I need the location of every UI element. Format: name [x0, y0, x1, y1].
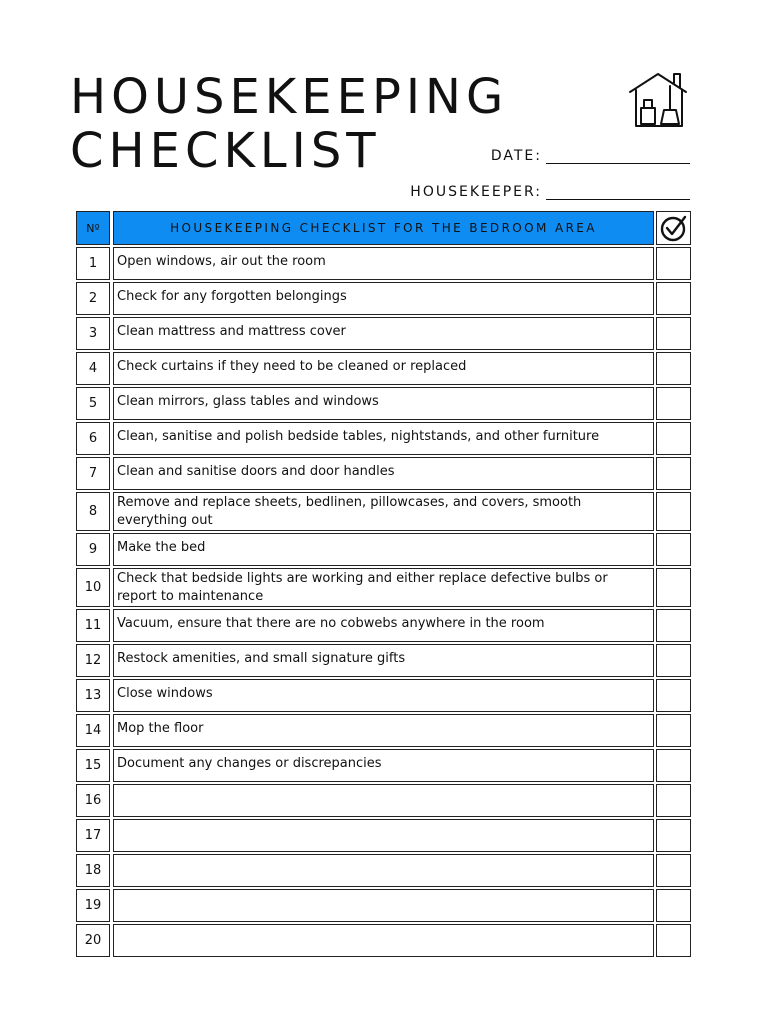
- table-row: [76, 457, 691, 490]
- row-number: 10: [76, 568, 110, 607]
- housekeeper-label: HOUSEKEEPER:: [410, 184, 542, 200]
- table-row: [76, 282, 691, 315]
- housekeeper-field: [410, 184, 690, 200]
- housekeeper-input-line[interactable]: [546, 185, 690, 200]
- header-check: [656, 211, 691, 245]
- row-number: 3: [76, 317, 110, 350]
- table-row: [76, 854, 691, 887]
- row-task: Check for any forgotten belongings: [113, 282, 654, 315]
- row-task: Remove and replace sheets, bedlinen, pillowcases, and covers, smooth everything out: [113, 492, 654, 531]
- row-number: 12: [76, 644, 110, 677]
- row-number: 4: [76, 352, 110, 385]
- row-task: Check that bedside lights are working and either replace defective bulbs or report to maintenance: [113, 568, 654, 607]
- row-task: Check curtains if they need to be cleaned or replaced: [113, 352, 654, 385]
- date-field: [491, 148, 690, 164]
- table-row: [76, 568, 691, 607]
- table-row: [76, 749, 691, 782]
- row-number: 19: [76, 889, 110, 922]
- table-row: [76, 492, 691, 531]
- header-number: Nº: [76, 211, 110, 245]
- row-number: 2: [76, 282, 110, 315]
- row-checkbox[interactable]: [656, 247, 691, 280]
- row-checkbox[interactable]: [656, 819, 691, 852]
- row-task: Vacuum, ensure that there are no cobwebs anywhere in the room: [113, 609, 654, 642]
- title-line-2: CHECKLIST: [70, 123, 381, 179]
- table-header: [76, 211, 691, 245]
- row-checkbox[interactable]: [656, 352, 691, 385]
- row-checkbox[interactable]: [656, 317, 691, 350]
- row-task: Close windows: [113, 679, 654, 712]
- row-checkbox[interactable]: [656, 924, 691, 957]
- row-checkbox[interactable]: [656, 533, 691, 566]
- row-task: Mop the floor: [113, 714, 654, 747]
- row-number: 1: [76, 247, 110, 280]
- row-number: 18: [76, 854, 110, 887]
- row-number: 17: [76, 819, 110, 852]
- row-checkbox[interactable]: [656, 568, 691, 607]
- checklist-table: [76, 211, 691, 957]
- date-input-line[interactable]: [546, 149, 690, 164]
- table-row: [76, 609, 691, 642]
- row-number: 6: [76, 422, 110, 455]
- table-row: [76, 889, 691, 922]
- row-checkbox[interactable]: [656, 644, 691, 677]
- row-task: [113, 889, 654, 922]
- row-number: 15: [76, 749, 110, 782]
- table-row: [76, 924, 691, 957]
- row-number: 5: [76, 387, 110, 420]
- row-task: Open windows, air out the room: [113, 247, 654, 280]
- row-task: Clean and sanitise doors and door handles: [113, 457, 654, 490]
- table-row: [76, 422, 691, 455]
- table-row: [76, 247, 691, 280]
- table-row: [76, 317, 691, 350]
- table-row: [76, 679, 691, 712]
- row-checkbox[interactable]: [656, 282, 691, 315]
- row-task: Document any changes or discrepancies: [113, 749, 654, 782]
- row-checkbox[interactable]: [656, 854, 691, 887]
- row-task: Restock amenities, and small signature gifts: [113, 644, 654, 677]
- row-checkbox[interactable]: [656, 492, 691, 531]
- checkmark-circle-icon: [660, 214, 688, 242]
- table-row: [76, 387, 691, 420]
- row-checkbox[interactable]: [656, 889, 691, 922]
- row-task: [113, 784, 654, 817]
- row-checkbox[interactable]: [656, 679, 691, 712]
- row-number: 20: [76, 924, 110, 957]
- row-checkbox[interactable]: [656, 714, 691, 747]
- row-checkbox[interactable]: [656, 749, 691, 782]
- row-number: 7: [76, 457, 110, 490]
- row-task: Clean mattress and mattress cover: [113, 317, 654, 350]
- row-number: 8: [76, 492, 110, 531]
- house-cleaning-icon: [626, 70, 690, 128]
- table-row: [76, 352, 691, 385]
- row-task: Make the bed: [113, 533, 654, 566]
- title-line-1: HOUSEKEEPING: [70, 69, 509, 125]
- table-row: [76, 784, 691, 817]
- row-checkbox[interactable]: [656, 609, 691, 642]
- row-checkbox[interactable]: [656, 784, 691, 817]
- row-number: 11: [76, 609, 110, 642]
- table-row: [76, 819, 691, 852]
- table-row: [76, 644, 691, 677]
- row-task: Clean mirrors, glass tables and windows: [113, 387, 654, 420]
- row-number: 13: [76, 679, 110, 712]
- table-row: [76, 714, 691, 747]
- row-checkbox[interactable]: [656, 387, 691, 420]
- row-checkbox[interactable]: [656, 422, 691, 455]
- row-task: [113, 924, 654, 957]
- page-title: [70, 70, 508, 178]
- row-task: Clean, sanitise and polish bedside tables, nightstands, and other furniture: [113, 422, 654, 455]
- row-checkbox[interactable]: [656, 457, 691, 490]
- row-number: 14: [76, 714, 110, 747]
- date-label: DATE:: [490, 148, 542, 164]
- row-number: 16: [76, 784, 110, 817]
- row-task: [113, 819, 654, 852]
- header-title: HOUSEKEEPING CHECKLIST FOR THE BEDROOM AREA: [113, 211, 654, 245]
- row-task: [113, 854, 654, 887]
- table-row: [76, 533, 691, 566]
- row-number: 9: [76, 533, 110, 566]
